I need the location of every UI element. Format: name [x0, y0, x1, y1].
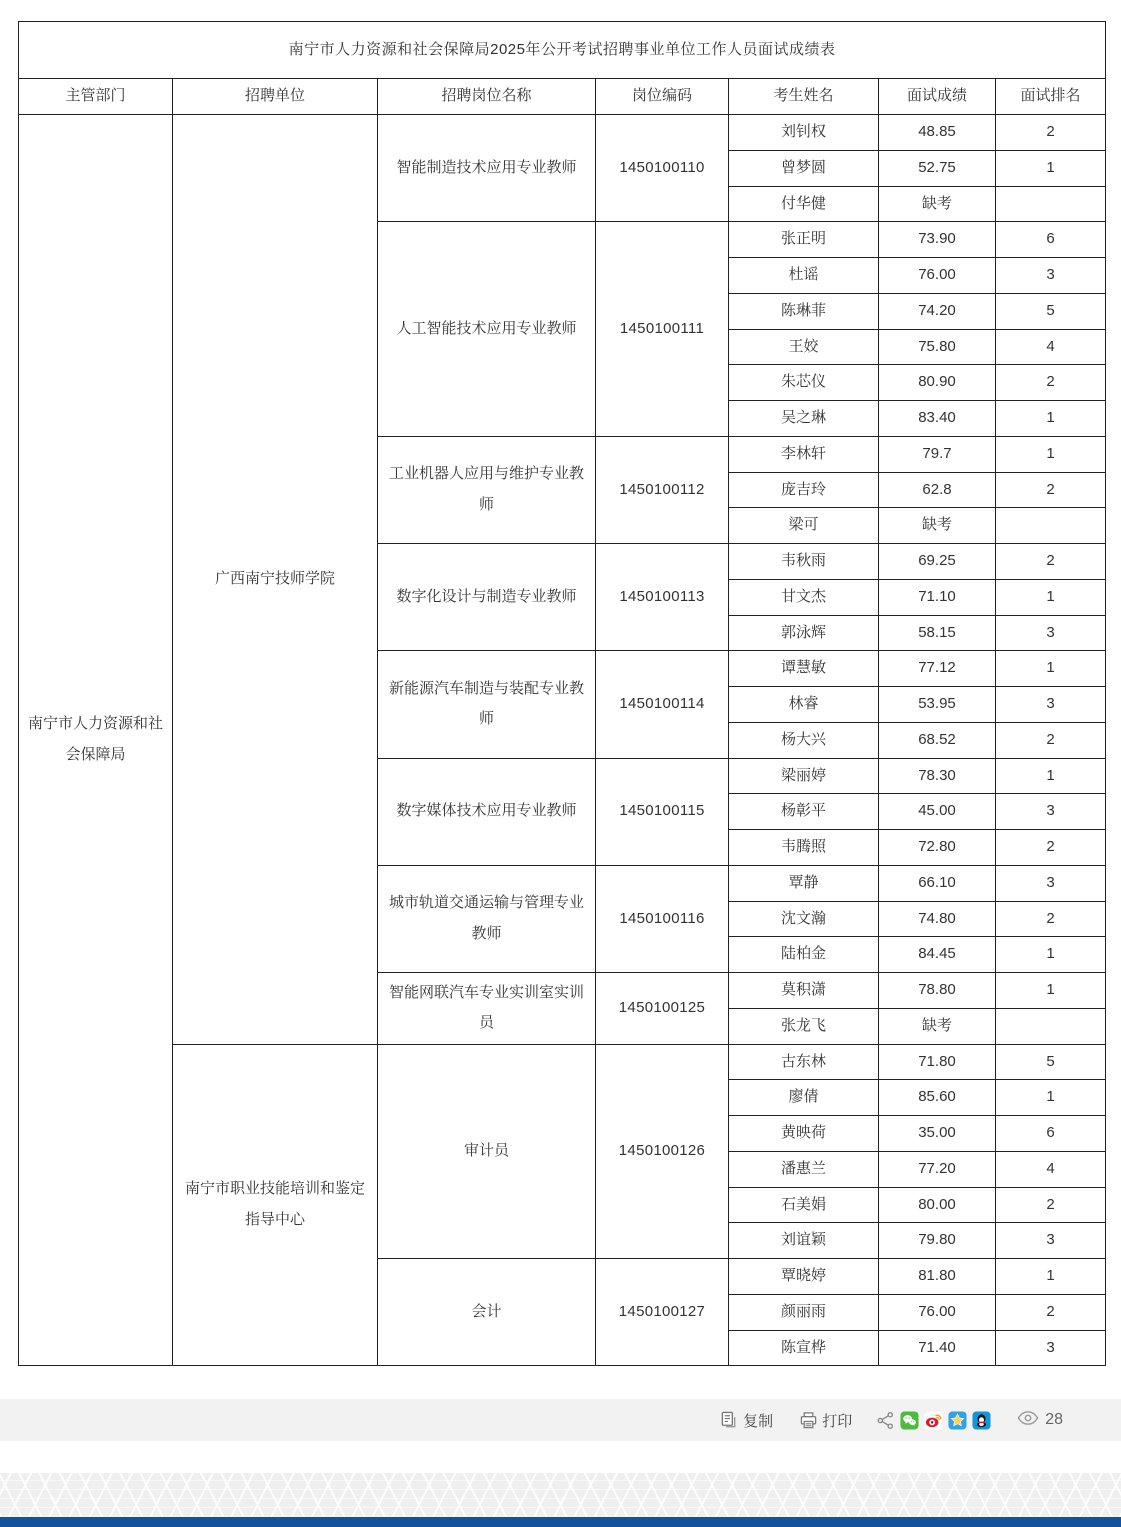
rank-cell: 1: [996, 401, 1106, 437]
candidate-name-cell: 沈文瀚: [729, 901, 879, 937]
column-header: 岗位编码: [596, 79, 729, 115]
candidate-name-cell: 杨彰平: [729, 794, 879, 830]
candidate-name-cell: 朱芯仪: [729, 365, 879, 401]
candidate-name-cell: 庞吉玲: [729, 472, 879, 508]
table-title: 南宁市人力资源和社会保障局2025年公开考试招聘事业单位工作人员面试成绩表: [19, 22, 1106, 79]
candidate-name-cell: 王姣: [729, 329, 879, 365]
column-header: 考生姓名: [729, 79, 879, 115]
rank-cell: 1: [996, 436, 1106, 472]
code-cell: 1450100113: [596, 544, 729, 651]
position-cell: 新能源汽车制造与装配专业教师: [378, 651, 596, 758]
score-cell: 78.80: [879, 973, 996, 1009]
rank-cell: 6: [996, 222, 1106, 258]
wechat-icon[interactable]: [900, 1411, 919, 1430]
score-cell: 76.00: [879, 258, 996, 294]
column-header: 主管部门: [19, 79, 173, 115]
score-cell: 81.80: [879, 1259, 996, 1295]
score-cell: 52.75: [879, 150, 996, 186]
code-cell: 1450100127: [596, 1259, 729, 1366]
score-cell: 77.12: [879, 651, 996, 687]
score-cell: 缺考: [879, 1008, 996, 1044]
candidate-name-cell: 颜丽雨: [729, 1294, 879, 1330]
position-cell: 智能网联汽车专业实训室实训员: [378, 973, 596, 1045]
table-row: [19, 1044, 1106, 1080]
rank-cell: 2: [996, 722, 1106, 758]
score-cell: 80.90: [879, 365, 996, 401]
score-cell: 84.45: [879, 937, 996, 973]
score-cell: 73.90: [879, 222, 996, 258]
score-cell: 71.10: [879, 579, 996, 615]
score-cell: 74.80: [879, 901, 996, 937]
score-cell: 78.30: [879, 758, 996, 794]
position-cell: 城市轨道交通运输与管理专业教师: [378, 865, 596, 972]
score-cell: 62.8: [879, 472, 996, 508]
department-cell: 南宁市人力资源和社会保障局: [19, 115, 173, 1366]
rank-cell: 2: [996, 1294, 1106, 1330]
code-cell: 1450100112: [596, 436, 729, 543]
table-body: [19, 115, 1106, 1366]
position-cell: 智能制造技术应用专业教师: [378, 115, 596, 222]
candidate-name-cell: 付华健: [729, 186, 879, 222]
candidate-name-cell: 甘文杰: [729, 579, 879, 615]
rank-cell: 5: [996, 1044, 1106, 1080]
code-cell: 1450100111: [596, 222, 729, 437]
position-cell: 数字化设计与制造专业教师: [378, 544, 596, 651]
score-cell: 77.20: [879, 1151, 996, 1187]
eye-icon: [1017, 1410, 1039, 1431]
share-buttons: [876, 1411, 991, 1430]
candidate-name-cell: 李林轩: [729, 436, 879, 472]
candidate-name-cell: 梁可: [729, 508, 879, 544]
rank-cell: 2: [996, 472, 1106, 508]
code-cell: 1450100114: [596, 651, 729, 758]
candidate-name-cell: 黄映荷: [729, 1116, 879, 1152]
score-cell: 71.40: [879, 1330, 996, 1366]
copy-button[interactable]: [720, 1410, 773, 1431]
code-cell: 1450100115: [596, 758, 729, 865]
view-count: 28: [1045, 1411, 1063, 1428]
score-cell: 缺考: [879, 186, 996, 222]
rank-cell: 3: [996, 865, 1106, 901]
candidate-name-cell: 石美娟: [729, 1187, 879, 1223]
position-cell: 审计员: [378, 1044, 596, 1259]
rank-cell: 2: [996, 544, 1106, 580]
rank-cell: 1: [996, 1259, 1106, 1295]
rank-cell: 4: [996, 1151, 1106, 1187]
position-cell: 数字媒体技术应用专业教师: [378, 758, 596, 865]
copy-label: 复制: [743, 1412, 774, 1430]
candidate-name-cell: 杜谣: [729, 258, 879, 294]
unit-cell: 南宁市职业技能培训和鉴定指导中心: [173, 1044, 378, 1366]
column-header: 招聘单位: [173, 79, 378, 115]
rank-cell: 3: [996, 687, 1106, 723]
weibo-icon[interactable]: [924, 1411, 943, 1430]
title-row: [19, 22, 1106, 79]
score-cell: 缺考: [879, 508, 996, 544]
candidate-name-cell: 刘钊权: [729, 115, 879, 151]
score-cell: 83.40: [879, 401, 996, 437]
code-cell: 1450100126: [596, 1044, 729, 1259]
candidate-name-cell: 林睿: [729, 687, 879, 723]
column-header: 招聘岗位名称: [378, 79, 596, 115]
candidate-name-cell: 莫积潇: [729, 973, 879, 1009]
candidate-name-cell: 刘谊颖: [729, 1223, 879, 1259]
footer-pattern-band: [0, 1473, 1121, 1517]
candidate-name-cell: 陈宣桦: [729, 1330, 879, 1366]
score-cell: 66.10: [879, 865, 996, 901]
score-cell: 72.80: [879, 830, 996, 866]
table-row: [19, 115, 1106, 151]
candidate-name-cell: 吴之琳: [729, 401, 879, 437]
toolbar-actions: [720, 1410, 1063, 1431]
score-cell: 68.52: [879, 722, 996, 758]
rank-cell: 2: [996, 365, 1106, 401]
score-cell: 35.00: [879, 1116, 996, 1152]
rank-cell: 2: [996, 830, 1106, 866]
print-label: 打印: [822, 1412, 853, 1430]
score-cell: 58.15: [879, 615, 996, 651]
score-cell: 75.80: [879, 329, 996, 365]
qzone-icon[interactable]: [948, 1411, 967, 1430]
score-cell: 80.00: [879, 1187, 996, 1223]
candidate-name-cell: 覃静: [729, 865, 879, 901]
score-cell: 76.00: [879, 1294, 996, 1330]
rank-cell: 1: [996, 579, 1106, 615]
results-table: [18, 21, 1106, 1366]
rank-cell: 1: [996, 937, 1106, 973]
candidate-name-cell: 廖倩: [729, 1080, 879, 1116]
candidate-name-cell: 张正明: [729, 222, 879, 258]
column-header: 面试成绩: [879, 79, 996, 115]
score-cell: 71.80: [879, 1044, 996, 1080]
candidate-name-cell: 梁丽婷: [729, 758, 879, 794]
qq-icon[interactable]: [972, 1411, 991, 1430]
position-cell: 人工智能技术应用专业教师: [378, 222, 596, 437]
position-cell: 会计: [378, 1259, 596, 1366]
score-cell: 85.60: [879, 1080, 996, 1116]
rank-cell: 5: [996, 293, 1106, 329]
candidate-name-cell: 覃晓婷: [729, 1259, 879, 1295]
rank-cell: 3: [996, 1223, 1106, 1259]
score-cell: 79.80: [879, 1223, 996, 1259]
rank-cell: 4: [996, 329, 1106, 365]
rank-cell: 1: [996, 150, 1106, 186]
column-header: 面试排名: [996, 79, 1106, 115]
candidate-name-cell: 潘惠兰: [729, 1151, 879, 1187]
share-icon[interactable]: [876, 1411, 895, 1430]
unit-cell: 广西南宁技师学院: [173, 115, 378, 1045]
rank-cell: 2: [996, 901, 1106, 937]
rank-cell: 3: [996, 258, 1106, 294]
rank-cell: [996, 186, 1106, 222]
rank-cell: 1: [996, 758, 1106, 794]
score-cell: 48.85: [879, 115, 996, 151]
code-cell: 1450100125: [596, 973, 729, 1045]
page-toolbar: [0, 1399, 1121, 1441]
score-cell: 79.7: [879, 436, 996, 472]
printer-icon: [799, 1411, 818, 1430]
candidate-name-cell: 谭慧敏: [729, 651, 879, 687]
candidate-name-cell: 古东林: [729, 1044, 879, 1080]
candidate-name-cell: 张龙飞: [729, 1008, 879, 1044]
candidate-name-cell: 陈琳菲: [729, 293, 879, 329]
rank-cell: 6: [996, 1116, 1106, 1152]
footer-navy-band: [0, 1517, 1121, 1527]
score-cell: 74.20: [879, 293, 996, 329]
score-table-container: [18, 21, 1105, 1366]
position-cell: 工业机器人应用与维护专业教师: [378, 436, 596, 543]
candidate-name-cell: 韦秋雨: [729, 544, 879, 580]
view-counter: [1017, 1410, 1063, 1431]
rank-cell: [996, 508, 1106, 544]
rank-cell: 3: [996, 1330, 1106, 1366]
header-row: [19, 79, 1106, 115]
rank-cell: 2: [996, 1187, 1106, 1223]
candidate-name-cell: 陆柏金: [729, 937, 879, 973]
candidate-name-cell: 杨大兴: [729, 722, 879, 758]
rank-cell: 2: [996, 115, 1106, 151]
rank-cell: [996, 1008, 1106, 1044]
candidate-name-cell: 曾梦圆: [729, 150, 879, 186]
code-cell: 1450100110: [596, 115, 729, 222]
candidate-name-cell: 韦腾照: [729, 830, 879, 866]
code-cell: 1450100116: [596, 865, 729, 972]
candidate-name-cell: 郭泳辉: [729, 615, 879, 651]
rank-cell: 1: [996, 1080, 1106, 1116]
score-cell: 69.25: [879, 544, 996, 580]
rank-cell: 3: [996, 615, 1106, 651]
rank-cell: 1: [996, 651, 1106, 687]
rank-cell: 1: [996, 973, 1106, 1009]
score-cell: 53.95: [879, 687, 996, 723]
print-button[interactable]: [799, 1410, 852, 1431]
copy-icon: [720, 1411, 739, 1430]
rank-cell: 3: [996, 794, 1106, 830]
score-cell: 45.00: [879, 794, 996, 830]
